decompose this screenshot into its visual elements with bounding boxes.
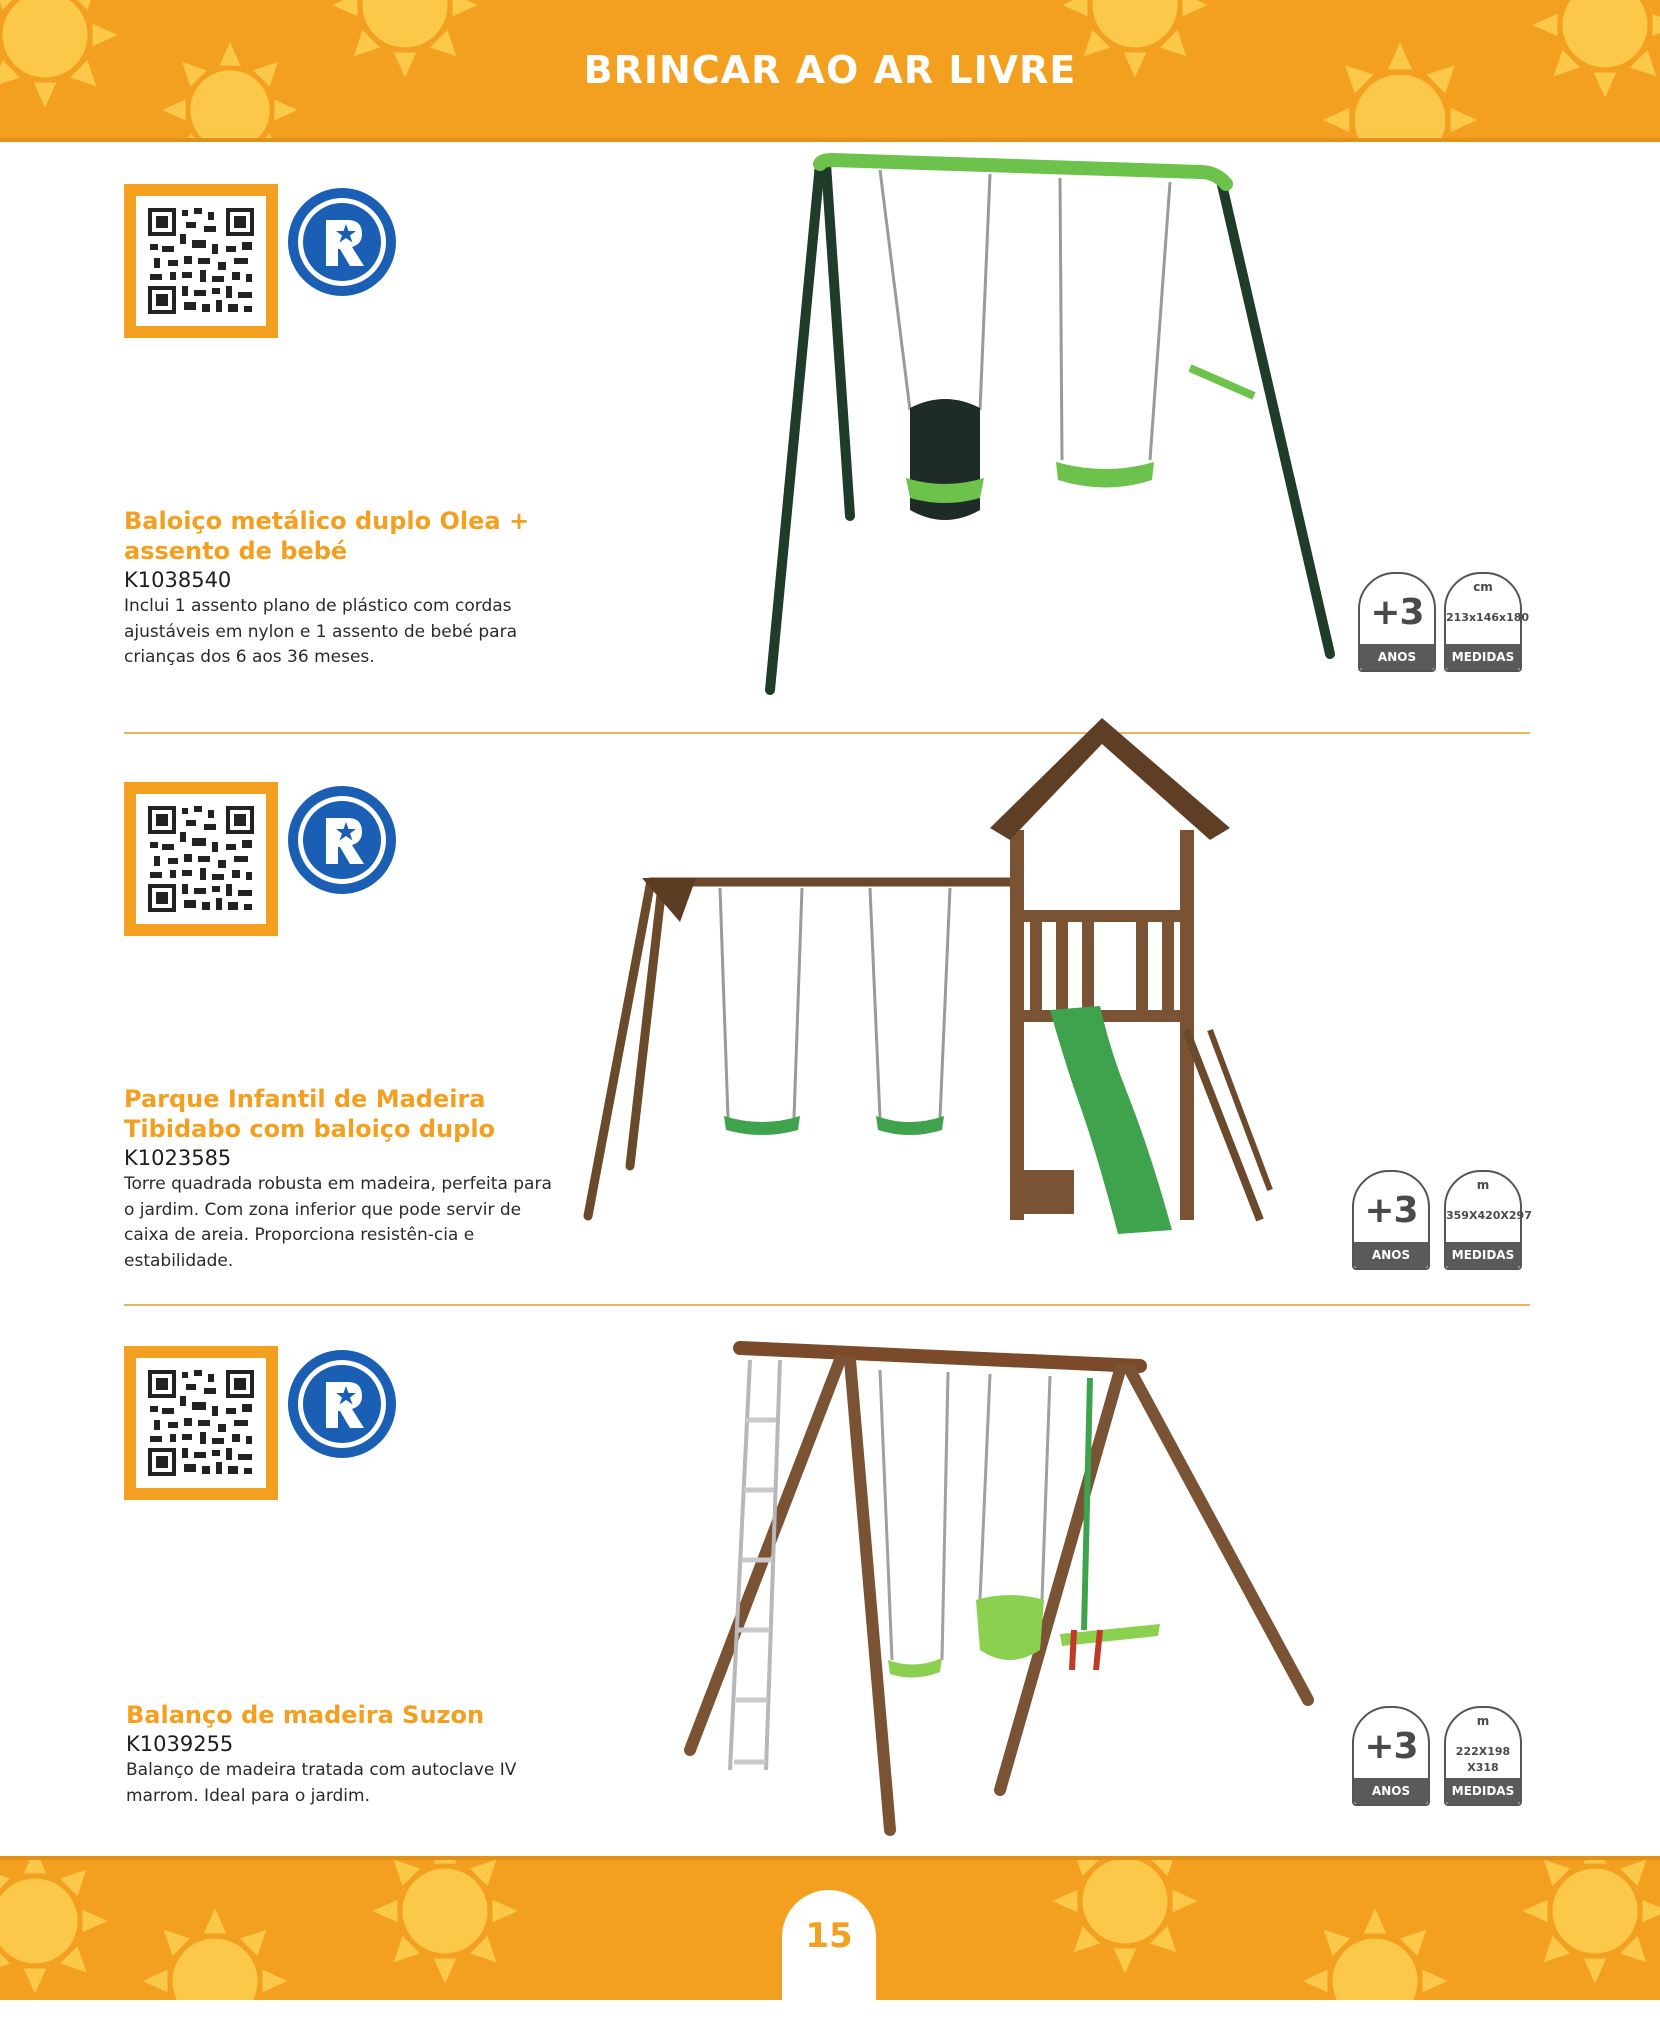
product-title: Baloiço metálico duplo Olea + assento de bebé xyxy=(124,507,530,565)
size-unit: m xyxy=(1476,1178,1490,1192)
size-label: MEDIDAS xyxy=(1446,1778,1520,1804)
page-number-tab xyxy=(782,1890,876,2020)
wooden-swing-image xyxy=(680,1330,1320,1840)
size-badge xyxy=(1444,1170,1532,1270)
product-info xyxy=(124,506,564,671)
qr-code[interactable] xyxy=(124,184,278,338)
sun-decoration-icon xyxy=(1300,1906,1450,2000)
metal-swing-image xyxy=(740,150,1360,700)
size-dimensions: 213x146x180 xyxy=(1446,611,1530,624)
brand-logo-icon xyxy=(286,1348,398,1460)
product-code: K1039255 xyxy=(126,1732,234,1756)
qr-code-icon xyxy=(146,804,256,914)
page-number: 15 xyxy=(805,1916,853,1956)
age-value: +3 xyxy=(1364,1190,1418,1231)
qr-code[interactable] xyxy=(124,782,278,936)
wooden-playhouse-image xyxy=(570,710,1300,1280)
product-code: K1038540 xyxy=(124,568,232,592)
size-badge xyxy=(1444,1706,1522,1806)
sun-decoration-icon xyxy=(140,1906,290,2000)
age-value: +3 xyxy=(1370,592,1424,633)
product-title: Balanço de madeira Suzon xyxy=(126,1701,485,1729)
section-title: BRINCAR AO AR LIVRE xyxy=(583,48,1077,92)
product-info xyxy=(126,1700,566,1809)
brand-logo-icon xyxy=(286,784,398,896)
qr-code-icon xyxy=(146,206,256,316)
product-title: Parque Infantil de Madeira Tibidabo com baloiço duplo xyxy=(124,1085,496,1143)
size-dimensions: 359X420X297 xyxy=(1446,1209,1532,1222)
age-badge xyxy=(1358,572,1436,672)
qr-code-icon xyxy=(146,1368,256,1478)
age-label: ANOS xyxy=(1354,1242,1428,1268)
age-badge xyxy=(1352,1706,1430,1806)
sun-decoration-icon xyxy=(370,1856,520,1986)
age-label: ANOS xyxy=(1354,1778,1428,1804)
size-badge xyxy=(1444,572,1530,672)
age-label: ANOS xyxy=(1360,644,1434,670)
brand-logo-icon xyxy=(286,186,398,298)
qr-code[interactable] xyxy=(124,1346,278,1500)
product-info xyxy=(124,1084,564,1274)
size-label: MEDIDAS xyxy=(1446,1242,1520,1268)
size-dimensions: 222X198 X318 xyxy=(1455,1745,1511,1774)
age-badge xyxy=(1352,1170,1430,1270)
product-code: K1023585 xyxy=(124,1146,232,1170)
sun-decoration-icon xyxy=(0,1856,110,1996)
size-unit: cm xyxy=(1473,580,1493,594)
age-value: +3 xyxy=(1364,1726,1418,1767)
size-label: MEDIDAS xyxy=(1446,644,1520,670)
product-description: Inclui 1 assento plano de plástico com cordas ajustáveis em nylon e 1 assento de bebé para crianças dos 6 aos 36 meses. xyxy=(124,596,518,667)
product-description: Torre quadrada robusta em madeira, perfeita para o jardim. Com zona inferior que pode servir de caixa de areia. Proporciona resistên-cia e estabilidade. xyxy=(124,1174,552,1271)
divider xyxy=(124,1304,1530,1306)
size-unit: m xyxy=(1476,1714,1490,1728)
product-description: Balanço de madeira tratada com autoclave IV marrom. Ideal para o jardim. xyxy=(126,1760,517,1806)
sun-decoration-icon xyxy=(1520,1856,1660,1986)
sun-decoration-icon xyxy=(1050,1856,1200,1976)
header-banner xyxy=(0,0,1660,142)
